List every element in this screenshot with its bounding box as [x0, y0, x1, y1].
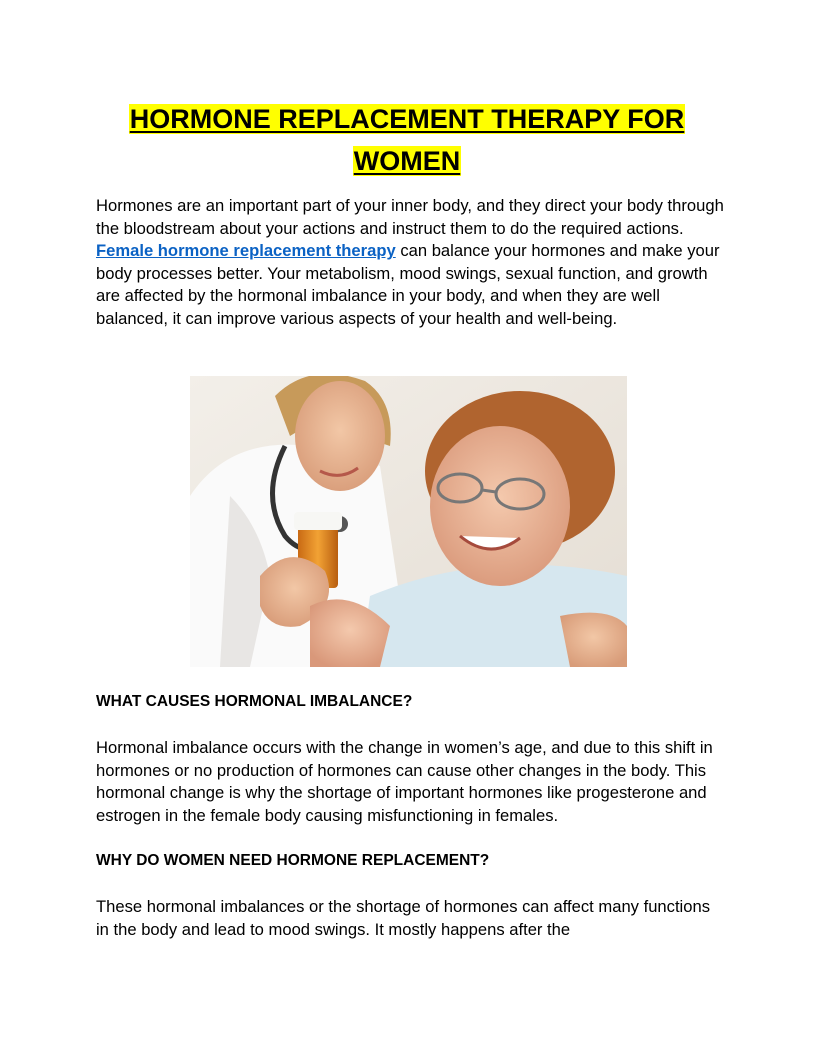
section-body-causes: Hormonal imbalance occurs with the change in women’s age, and due to this shift in hormones or no production of hormones can cause other changes in the body. This hormonal change is why the shortage of important hormones like progesterone and estrogen in the female body causing misfunctioning in females.: [96, 738, 713, 825]
section-body-need: These hormonal imbalances or the shortage of hormones can affect many functions in the body and lead to mood swings. It mostly happens after the: [96, 897, 711, 939]
doctor-patient-photo: [190, 376, 627, 667]
section-heading-causes: WHAT CAUSES HORMONAL IMBALANCE?: [96, 693, 413, 710]
therapy-link[interactable]: Female hormone replacement therapy: [96, 241, 396, 261]
page-title: [96, 98, 718, 182]
intro-paragraph: [96, 195, 726, 331]
section-heading-need: WHY DO WOMEN NEED HORMONE REPLACEMENT?: [96, 852, 490, 869]
intro-text-start: Hormones are an important part of your inner body, and they direct your body through the bloodstream about your actions and instruct them to do the required actions.: [96, 196, 724, 238]
title-line-2: WOMEN: [353, 146, 461, 176]
intro-text-end: can balance your hormones and make your body processes better. Your metabolism, mood swings, sexual function, and growth are affected by the hormonal imbalance in your body, and when they are well balanced, it can improve various aspects of your health and well-being.: [96, 241, 720, 328]
title-line-1: HORMONE REPLACEMENT THERAPY FOR: [129, 104, 685, 134]
